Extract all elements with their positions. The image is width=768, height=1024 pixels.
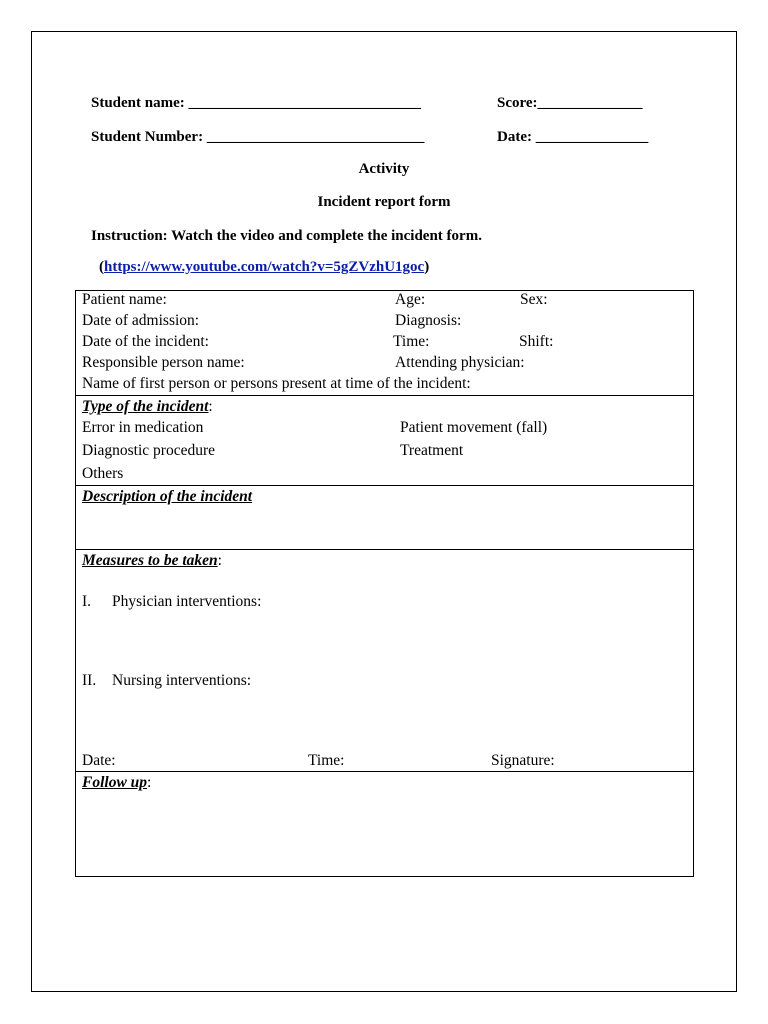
age-label[interactable]: Age: xyxy=(395,291,426,308)
responsible-person-label[interactable]: Responsible person name: xyxy=(82,354,245,371)
student-number-field[interactable] xyxy=(91,129,424,146)
score-label: Score: xyxy=(497,95,538,111)
measures-colon: : xyxy=(217,552,222,569)
score-field[interactable] xyxy=(497,95,643,112)
sex-label[interactable]: Sex: xyxy=(520,291,548,308)
follow-up-title: Follow up xyxy=(82,774,148,791)
option-patient-movement[interactable]: Patient movement (fall) xyxy=(400,419,548,436)
time-label[interactable]: Time: xyxy=(393,333,430,350)
student-number-label: Student Number: xyxy=(91,129,204,145)
student-name-field[interactable] xyxy=(91,95,421,112)
activity-title: Activity xyxy=(358,161,410,177)
measures-time-label[interactable]: Time: xyxy=(308,752,345,769)
description-section[interactable] xyxy=(76,485,693,550)
incident-type-section xyxy=(76,395,693,486)
score-blank[interactable]: ______________ xyxy=(537,95,643,111)
patient-info-section xyxy=(76,291,693,395)
follow-up-section[interactable] xyxy=(76,771,693,877)
incident-type-heading xyxy=(82,398,213,416)
shift-label[interactable]: Shift: xyxy=(519,333,554,350)
patient-name-label[interactable]: Patient name: xyxy=(82,291,167,308)
student-number-blank[interactable]: _____________________________ xyxy=(206,129,425,145)
link-open-paren: ( xyxy=(99,259,104,275)
video-link-line xyxy=(99,259,429,276)
nursing-interventions-label[interactable]: Nursing interventions: xyxy=(112,672,252,689)
student-name-label: Student name: xyxy=(91,95,185,111)
diagnosis-label[interactable]: Diagnosis: xyxy=(395,312,462,329)
measures-heading xyxy=(82,552,222,570)
date-of-admission-label[interactable]: Date of admission: xyxy=(82,312,200,329)
incident-form-table xyxy=(75,290,694,877)
follow-up-heading xyxy=(82,774,151,792)
option-others[interactable]: Others xyxy=(82,465,124,482)
date-of-incident-label[interactable]: Date of the incident: xyxy=(82,333,209,350)
video-link[interactable]: https://www.youtube.com/watch?v=5gZVzhU1goc xyxy=(104,259,425,275)
nursing-number: II. xyxy=(82,672,97,689)
measures-date-label[interactable]: Date: xyxy=(82,752,116,769)
first-persons-present-label[interactable]: Name of first person or persons present at time of the incident: xyxy=(82,375,471,392)
instruction-text: Instruction: Watch the video and complete the incident form. xyxy=(91,228,482,244)
option-treatment[interactable]: Treatment xyxy=(400,442,464,459)
form-title: Incident report form xyxy=(317,194,451,210)
option-error-in-medication[interactable]: Error in medication xyxy=(82,419,204,436)
date-blank[interactable]: _______________ xyxy=(535,129,649,145)
link-close-paren: ) xyxy=(424,259,430,275)
date-field[interactable] xyxy=(497,129,648,146)
date-label: Date: xyxy=(497,129,532,145)
incident-type-title: Type of the incident xyxy=(82,398,209,415)
measures-title: Measures to be taken xyxy=(82,552,218,569)
attending-physician-label[interactable]: Attending physician: xyxy=(395,354,525,371)
option-diagnostic-procedure[interactable]: Diagnostic procedure xyxy=(82,442,215,459)
student-name-blank[interactable]: _______________________________ xyxy=(188,95,422,111)
physician-interventions-label[interactable]: Physician interventions: xyxy=(112,593,262,610)
description-title: Description of the incident xyxy=(82,488,253,505)
signature-label[interactable]: Signature: xyxy=(491,752,555,769)
follow-up-colon: : xyxy=(147,774,152,791)
measures-section xyxy=(76,549,693,772)
physician-number: I. xyxy=(82,593,92,610)
incident-type-colon: : xyxy=(208,398,213,415)
